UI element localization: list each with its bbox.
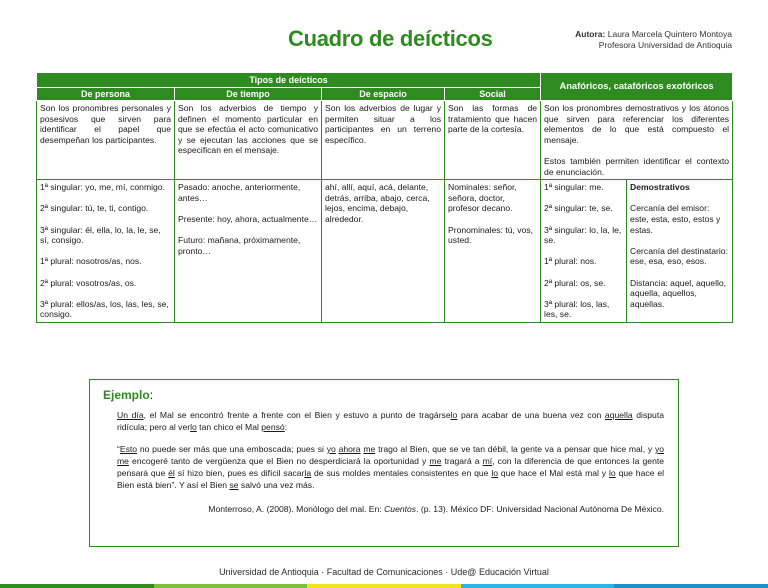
ex-espacio: ahí, allí, aquí, acá, delante, detrás, arriba, abajo, cerca, lejos, encima, debajo, alrededor. bbox=[322, 180, 445, 323]
underlined-deictic: lo bbox=[609, 468, 616, 478]
underlined-deictic: Un día bbox=[117, 410, 144, 420]
reference-text-end: . (p. 13). México DF: Universidad Nacional Autónoma De México. bbox=[416, 504, 664, 514]
reference-italic: Cuentos bbox=[384, 504, 417, 514]
page-title: Cuadro de deícticos bbox=[288, 26, 493, 51]
header-social: Social bbox=[445, 88, 541, 101]
ex-demostrativos bbox=[627, 180, 733, 323]
header-espacio: De espacio bbox=[322, 88, 445, 101]
def-persona: Son los pronombres personales y posesivos que sirven para identificar el papel que desempeñan los participantes. bbox=[37, 101, 175, 180]
underlined-deictic: lo bbox=[491, 468, 499, 478]
underlined-deictic: lo bbox=[450, 410, 458, 420]
list-item: 1ª plural: nosotros/as, nos. bbox=[40, 256, 142, 267]
group-header: Tipos de deícticos bbox=[37, 73, 541, 88]
color-bar-segment bbox=[461, 584, 615, 588]
color-bar-segment bbox=[307, 584, 461, 588]
list-item: 3ª singular: él, ella, lo, la, le, se, sí, consigo. bbox=[40, 224, 161, 246]
list-item: 2ª plural: os, se. bbox=[544, 277, 606, 288]
list-item: 2ª singular: te, se. bbox=[544, 203, 613, 214]
underlined-deictic: la bbox=[304, 468, 312, 478]
underlined-deictic: me bbox=[117, 456, 129, 466]
header-anaforicos: Anafóricos, catafóricos exofóricos bbox=[541, 73, 733, 101]
list-item: Futuro: mañana, próximamente, pronto… bbox=[178, 235, 301, 256]
list-item: 1ª singular: me. bbox=[544, 182, 604, 193]
example-text: que hace el Bien está bien”. Y así el Bien bbox=[117, 468, 665, 490]
list-item: 3ª plural: ellos/as, los, las, les, se, consigo. bbox=[40, 298, 169, 320]
example-text: tan chico el Mal bbox=[196, 422, 262, 432]
list-item: Pasado: anoche, anteriormente, antes… bbox=[178, 182, 301, 203]
examples-row bbox=[37, 180, 733, 323]
ex-persona bbox=[37, 180, 175, 323]
list-item: Pronominales: tú, vos, usted. bbox=[448, 224, 534, 246]
list-item: 3ª singular: lo, la, le, se. bbox=[544, 224, 622, 246]
underlined-deictic: me bbox=[429, 456, 442, 466]
list-item: 2ª plural: vosotros/as, os. bbox=[40, 277, 137, 288]
underlined-deictic: lo bbox=[190, 422, 197, 432]
header-tiempo: De tiempo bbox=[175, 88, 322, 101]
list-item: Cercanía del emisor: este, esta, esto, estos y estas. bbox=[630, 203, 721, 235]
author-label: Autora: bbox=[575, 29, 606, 39]
example-label: Ejemplo bbox=[103, 388, 150, 402]
def-anaforicos-text-2: Estos también permiten identificar el contexto de enunciación. bbox=[544, 155, 730, 177]
list-item: 3ª plural: los, las, les, se. bbox=[544, 298, 610, 320]
reference-text: Monterroso, A. (2008). Monólogo del mal. En: bbox=[208, 504, 385, 514]
deicticos-table bbox=[36, 72, 733, 323]
example-text: , con la diferencia de que entonces la gente pensará que bbox=[117, 456, 665, 478]
example-body bbox=[103, 409, 664, 515]
color-bar-segment bbox=[614, 584, 768, 588]
underlined-deictic: aquella bbox=[604, 410, 633, 420]
example-colon: : bbox=[149, 388, 154, 402]
underlined-deictic: me bbox=[363, 444, 376, 454]
example-text: para acabar de una buena vez con bbox=[457, 410, 605, 420]
page-footer: Universidad de Antioquia · Facultad de Comunicaciones · Ude@ Educación Virtual bbox=[219, 567, 549, 577]
example-text: tragará a bbox=[441, 456, 483, 466]
example-paragraph-1 bbox=[117, 409, 664, 433]
header-persona: De persona bbox=[37, 88, 175, 101]
author-block bbox=[575, 29, 732, 51]
list-item: Presente: hoy, ahora, actualmente… bbox=[178, 213, 318, 224]
example-text: disputa ridícula; pero al ver bbox=[117, 410, 664, 432]
def-social: Son las formas de tratamiento que hacen parte de la cortesía. bbox=[445, 101, 541, 180]
underlined-deictic: yo bbox=[654, 444, 665, 454]
list-item: 1ª singular: yo, me, mí, conmigo. bbox=[40, 182, 165, 193]
underlined-deictic: yo bbox=[326, 444, 336, 454]
underlined-deictic: mí bbox=[482, 456, 493, 466]
color-bar-segment bbox=[154, 584, 308, 588]
list-item: 1ª plural: nos. bbox=[544, 256, 597, 267]
list-item: Nominales: señor, señora, doctor, profesor decano. bbox=[448, 182, 517, 214]
underlined-deictic: Esto bbox=[119, 444, 138, 454]
example-text: sí hizo bien, pues es difícil sacar bbox=[174, 468, 305, 478]
def-anaforicos bbox=[541, 101, 733, 180]
list-item: 2ª singular: tú, te, ti, contigo. bbox=[40, 203, 149, 214]
example-text: : bbox=[284, 422, 288, 432]
author-name: Laura Marcela Quintero Montoya bbox=[607, 29, 732, 39]
def-espacio: Son los adverbios de lugar y permiten situar a los participantes en un terreno específico. bbox=[322, 101, 445, 180]
example-text: salvó una vez más. bbox=[238, 480, 315, 490]
list-item: Cercanía del destinatario: ese, esa, eso, esos. bbox=[630, 245, 728, 267]
example-text: encogeré tanto de vergüenza que el Bien no desperdiciará la oportunidad y bbox=[128, 456, 430, 466]
underlined-deictic: él bbox=[168, 468, 175, 478]
ex-tiempo bbox=[175, 180, 322, 323]
underlined-deictic: ahora bbox=[338, 444, 361, 454]
example-box bbox=[89, 379, 679, 547]
example-reference bbox=[117, 503, 664, 515]
ex-social bbox=[445, 180, 541, 323]
color-bar-segment bbox=[0, 584, 154, 588]
example-text: , el Mal se encontró frente a frente con el Bien y estuvo a punto de tragárse bbox=[143, 410, 451, 420]
ex-atonos bbox=[541, 180, 627, 323]
underlined-deictic: se bbox=[229, 480, 239, 490]
definitions-row bbox=[37, 101, 733, 180]
example-text: no puede ser más que una emboscada; pues si bbox=[137, 444, 327, 454]
footer-color-bar bbox=[0, 584, 768, 588]
list-item: Distancia: aquel, aquello, aquella, aquellos, aquellas. bbox=[630, 277, 727, 309]
def-tiempo: Son los adverbios de tiempo y definen el momento particular en que se efectúa el acto comunicativo y se ejecutan las acciones que se especifican en el mensaje. bbox=[175, 101, 322, 180]
example-heading bbox=[103, 389, 664, 401]
author-role: Profesora Universidad de Antioquia bbox=[598, 40, 732, 50]
underlined-deictic: pensó bbox=[261, 422, 285, 432]
def-anaforicos-text-1: Son los pronombres demostrativos y los átonos que sirven para referenciar los diferentes elementos de lo que está compuesto el mensaje. bbox=[544, 103, 730, 145]
example-text: de sus moldes mentales consistentes en que bbox=[311, 468, 492, 478]
demostrativos-title: Demostrativos bbox=[630, 182, 690, 193]
example-paragraph-2 bbox=[117, 443, 664, 491]
example-text: que hace el Mal está mal y bbox=[498, 468, 609, 478]
example-text: “ bbox=[117, 444, 120, 454]
example-text: trago al Bien, que se ve tan débil, la gente va a pensar que hice mal, y bbox=[375, 444, 655, 454]
